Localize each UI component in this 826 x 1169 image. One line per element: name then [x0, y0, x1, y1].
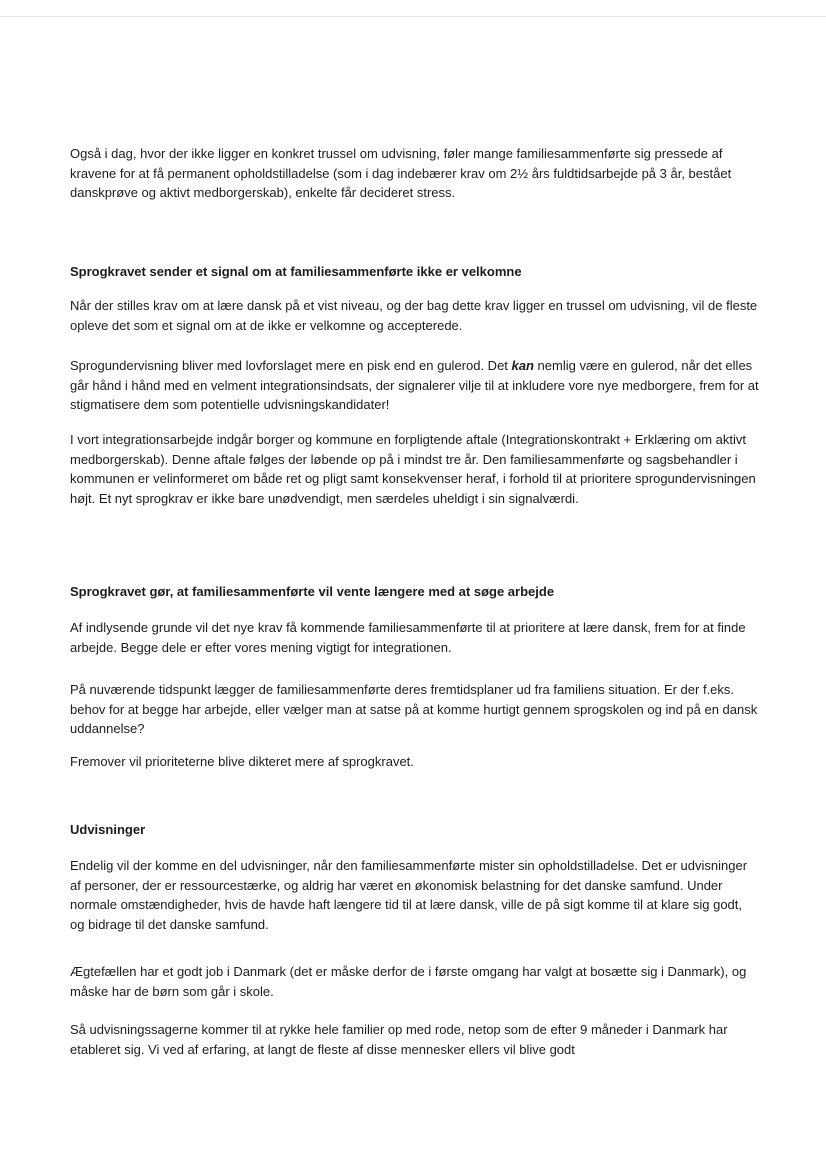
paragraph-3-part-a: Sprogundervisning bliver med lovforslaget mere en pisk end en gulerod. Det [70, 358, 512, 373]
paragraph-9-text: Ægtefællen har et godt job i Danmark (det er måske derfor de i første omgang har valgt at bosætte sig i Danmark), og måske har de børn som går i skole. [70, 964, 747, 999]
paragraph-9 [70, 962, 760, 1001]
paragraph-5-text: Af indlysende grunde vil det nye krav få kommende familiesammenførte til at prioritere at lære dansk, frem for at finde arbejde. Begge dele er efter vores mening vigtigt for integrationen. [70, 620, 746, 655]
paragraph-3 [70, 356, 760, 415]
paragraph-5 [70, 618, 760, 657]
paragraph-4-text: I vort integrationsarbejde indgår borger og kommune en forpligtende aftale (Integrationskontrakt + Erklæring om aktivt medborgerskab). Denne aftale følges der løbende op på i mindst tre år. Den familiesammenførte og sagsbehandler i kommunen er velinformeret om både ret og pligt samt konsekvenser heraf, i forhold til at prioritere sprogundervisningen højt. Et nyt sprogkrav er ikke bare unødvendigt, men særdeles uheldigt i sin signalværdi. [70, 432, 756, 506]
heading-sprogkrav-arbejde [70, 582, 760, 602]
heading-3-text: Udvisninger [70, 822, 146, 837]
scan-artifact-line [0, 16, 826, 17]
paragraph-10-text: Så udvisningssagerne kommer til at rykke hele familier op med rode, netop som de efter 9 måneder i Danmark har etableret sig. Vi ved af erfaring, at langt de fleste af disse mennesker ellers vil blive godt [70, 1022, 728, 1057]
paragraph-8-text: Endelig vil der komme en del udvisninger, når den familiesammenførte mister sin opholdstilladelse. Det er udvisninger af personer, der er ressourcestærke, og aldrig har været en økonomisk belastning for det danske samfund. Under normale omstændigheder, hvis de havde haft længere tid til at lære dansk, ville de på sigt komme til at klare sig godt, og bidrage til det danske samfund. [70, 858, 748, 932]
paragraph-1 [70, 144, 760, 203]
paragraph-1-text: Også i dag, hvor der ikke ligger en konkret trussel om udvisning, føler mange familiesammenførte sig pressede af kravene for at få permanent opholdstilladelse (som i dag indebærer krav om 2½ års fuldtidsarbejde på 3 år, bestået danskprøve og aktivt medborgerskab), enkelte får decideret stress. [70, 146, 732, 200]
paragraph-3-text [70, 356, 760, 415]
paragraph-7 [70, 752, 760, 772]
paragraph-3-part-b: nemlig være en gulerod, når det elles går hånd i hånd med en velment integrationsindsats, der signalerer vilje til at inkludere vore nye medborgere, frem for at stigmatisere dem som potentielle udvisningskandidater! [70, 358, 759, 412]
paragraph-2-text: Når der stilles krav om at lære dansk på et vist niveau, og der bag dette krav ligger en trussel om udvisning, vil de fleste opleve det som et signal om at de ikke er velkomne og accepterede. [70, 298, 758, 333]
paragraph-2 [70, 296, 760, 335]
paragraph-10 [70, 1020, 760, 1059]
heading-1-text: Sprogkravet sender et signal om at familiesammenførte ikke er velkomne [70, 264, 522, 279]
paragraph-8 [70, 856, 760, 934]
heading-udvisninger [70, 820, 760, 840]
paragraph-3-emphasis: kan [511, 358, 534, 373]
paragraph-4 [70, 430, 760, 508]
heading-sprogkrav-signal [70, 262, 760, 282]
heading-2-text: Sprogkravet gør, at familiesammenførte vil vente længere med at søge arbejde [70, 584, 555, 599]
paragraph-7-text: Fremover vil prioriteterne blive dikteret mere af sprogkravet. [70, 754, 414, 769]
paragraph-6 [70, 680, 760, 739]
paragraph-6-text: På nuværende tidspunkt lægger de familiesammenførte deres fremtidsplaner ud fra familiens situation. Er der f.eks. behov for at begge har arbejde, eller vælger man at satse på at komme hurtigt gennem sprogskolen og ind på en dansk uddannelse? [70, 682, 758, 736]
